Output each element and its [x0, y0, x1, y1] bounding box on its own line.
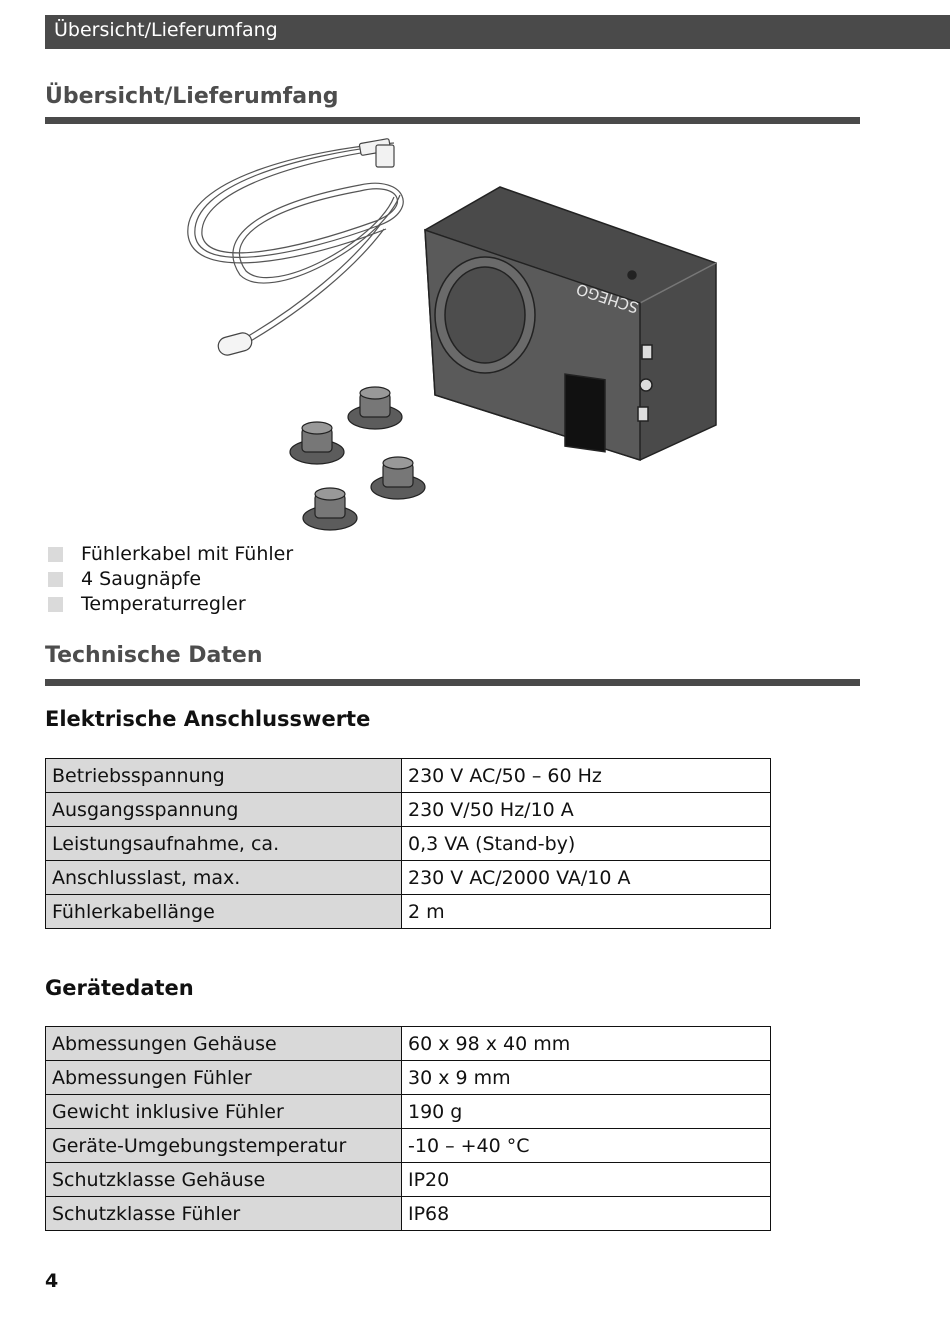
table-row: Schutzklasse Gehäuse IP20 [46, 1163, 771, 1197]
table-row: Schutzklasse Fühler IP68 [46, 1197, 771, 1231]
table-row: Gewicht inklusive Fühler 190 g [46, 1095, 771, 1129]
suction-cups-image [290, 387, 425, 530]
technical-data-title: Technische Daten [45, 643, 263, 668]
overview-title: Übersicht/Lieferumfang [45, 84, 339, 109]
list-item: Fühlerkabel mit Fühler [45, 542, 293, 567]
list-item: 4 Saugnäpfe [45, 567, 293, 592]
table-row: Betriebsspannung 230 V AC/50 – 60 Hz [46, 759, 771, 793]
bullet-square-icon [48, 572, 63, 587]
page-number: 4 [45, 1270, 59, 1292]
bullet-square-icon [48, 547, 63, 562]
package-contents-list [45, 542, 293, 617]
running-header-title: Übersicht/Lieferumfang [54, 19, 278, 41]
device-data-heading: Gerätedaten [45, 976, 194, 1000]
device-logo: SCHEGO [574, 279, 641, 317]
electrical-specs-heading: Elektrische Anschlusswerte [45, 707, 371, 731]
technical-data-rule [45, 679, 860, 686]
table-row: Anschlusslast, max. 230 V AC/2000 VA/10 A [46, 861, 771, 895]
table-row: Fühlerkabellänge 2 m [46, 895, 771, 929]
electrical-specs-table [45, 758, 771, 929]
sensor-probe-image [216, 331, 254, 357]
device-data-table [45, 1026, 771, 1231]
cable-plug-image [359, 138, 394, 167]
thermostat-device-image [425, 187, 716, 460]
table-row: Ausgangsspannung 230 V/50 Hz/10 A [46, 793, 771, 827]
list-item: Temperaturregler [45, 592, 293, 617]
table-row: Geräte-Umgebungstemperatur -10 – +40 °C [46, 1129, 771, 1163]
bullet-square-icon [48, 597, 63, 612]
table-row: Leistungsaufnahme, ca. 0,3 VA (Stand-by) [46, 827, 771, 861]
sensor-cable-image [188, 143, 403, 351]
running-header [45, 15, 950, 49]
table-row: Abmessungen Gehäuse 60 x 98 x 40 mm [46, 1027, 771, 1061]
product-illustration [180, 135, 740, 540]
table-row: Abmessungen Fühler 30 x 9 mm [46, 1061, 771, 1095]
overview-rule [45, 117, 860, 124]
